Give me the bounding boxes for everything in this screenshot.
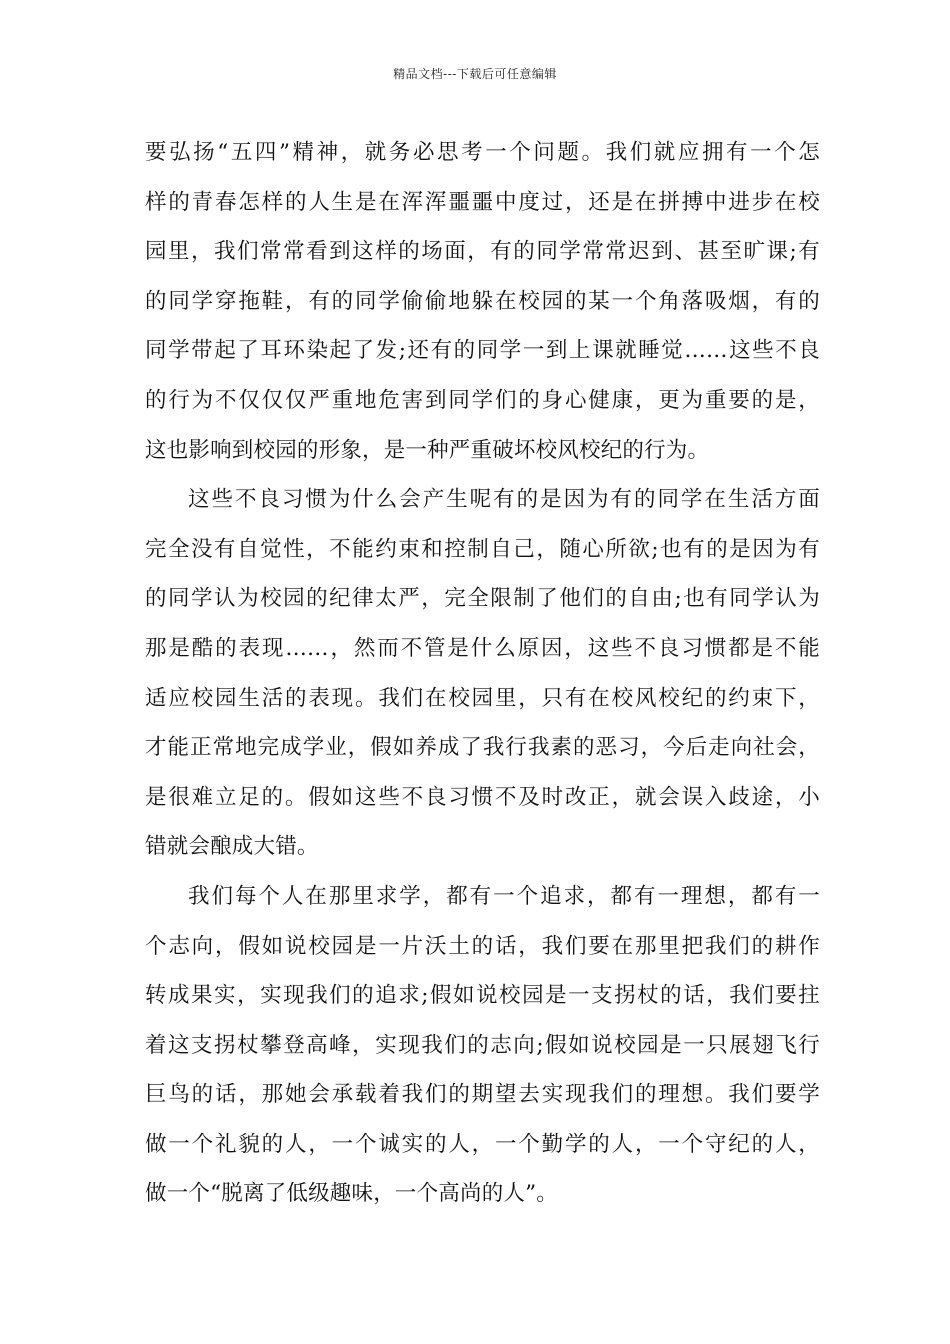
paragraph-2-line-1: 这些不良习惯为什么会产生呢有的是因为有的同学在生活方面 xyxy=(188,487,820,513)
paragraph-2-line-4: 那是酷的表现……，然而不管是什么原因，这些不良习惯都是不能 xyxy=(145,635,820,661)
page-header: 精品文档---下载后可任意编辑 xyxy=(393,67,557,81)
paragraph-1-line-3: 园里，我们常常看到这样的场面，有的同学常常迟到、甚至旷课;有 xyxy=(145,239,820,265)
paragraph-1-line-4: 的同学穿拖鞋，有的同学偷偷地躲在校园的某一个角落吸烟，有的 xyxy=(145,288,820,314)
paragraph-1-line-7: 这也影响到校园的形象，是一种严重破坏校风校纪的行为。 xyxy=(145,437,710,463)
paragraph-1-line-6: 的行为不仅仅仅严重地危害到同学们的身心健康，更为重要的是， xyxy=(145,387,820,413)
paragraph-2-line-7: 是很难立足的。假如这些不良习惯不及时改正，就会误入歧途，小 xyxy=(145,784,820,810)
paragraph-3-line-6: 做一个礼貌的人，一个诚实的人，一个勤学的人，一个守纪的人， xyxy=(145,1131,820,1157)
paragraph-2-line-5: 适应校园生活的表现。我们在校园里，只有在校风校纪的约束下， xyxy=(145,685,820,711)
paragraph-3-line-3: 转成果实，实现我们的追求;假如说校园是一支拐杖的话，我们要拄 xyxy=(145,983,820,1009)
paragraph-3-line-5: 巨鸟的话，那她会承载着我们的期望去实现我们的理想。我们要学 xyxy=(145,1082,820,1108)
paragraph-1-line-2: 样的青春怎样的人生是在浑浑噩噩中度过，还是在拼搏中进步在校 xyxy=(145,189,820,215)
paragraph-3-line-4: 着这支拐杖攀登高峰，实现我们的志向;假如说校园是一只展翅飞行 xyxy=(145,1032,820,1058)
paragraph-1-line-5: 同学带起了耳环染起了发;还有的同学一到上课就睡觉……这些不良 xyxy=(145,338,820,364)
paragraph-2-line-2: 完全没有自觉性，不能约束和控制自己，随心所欲;也有的是因为有 xyxy=(145,536,820,562)
paragraph-3-line-1: 我们每个人在那里求学，都有一个追求，都有一理想，都有一 xyxy=(188,883,820,909)
paragraph-1-line-1: 要弘扬“五四”精神，就务必思考一个问题。我们就应拥有一个怎 xyxy=(145,140,820,165)
paragraph-2-line-3: 的同学认为校园的纪律太严，完全限制了他们的自由;也有同学认为 xyxy=(145,586,820,612)
paragraph-2-line-6: 才能正常地完成学业，假如养成了我行我素的恶习，今后走向社会， xyxy=(145,735,820,761)
paragraph-2-line-8: 错就会酿成大错。 xyxy=(145,834,319,860)
document-body xyxy=(145,128,820,1219)
paragraph-3-line-2: 个志向，假如说校园是一片沃土的话，我们要在那里把我们的耕作 xyxy=(145,933,820,959)
paragraph-3-line-7: 做一个“脱离了低级趣味，一个高尚的人”。 xyxy=(145,1181,558,1207)
